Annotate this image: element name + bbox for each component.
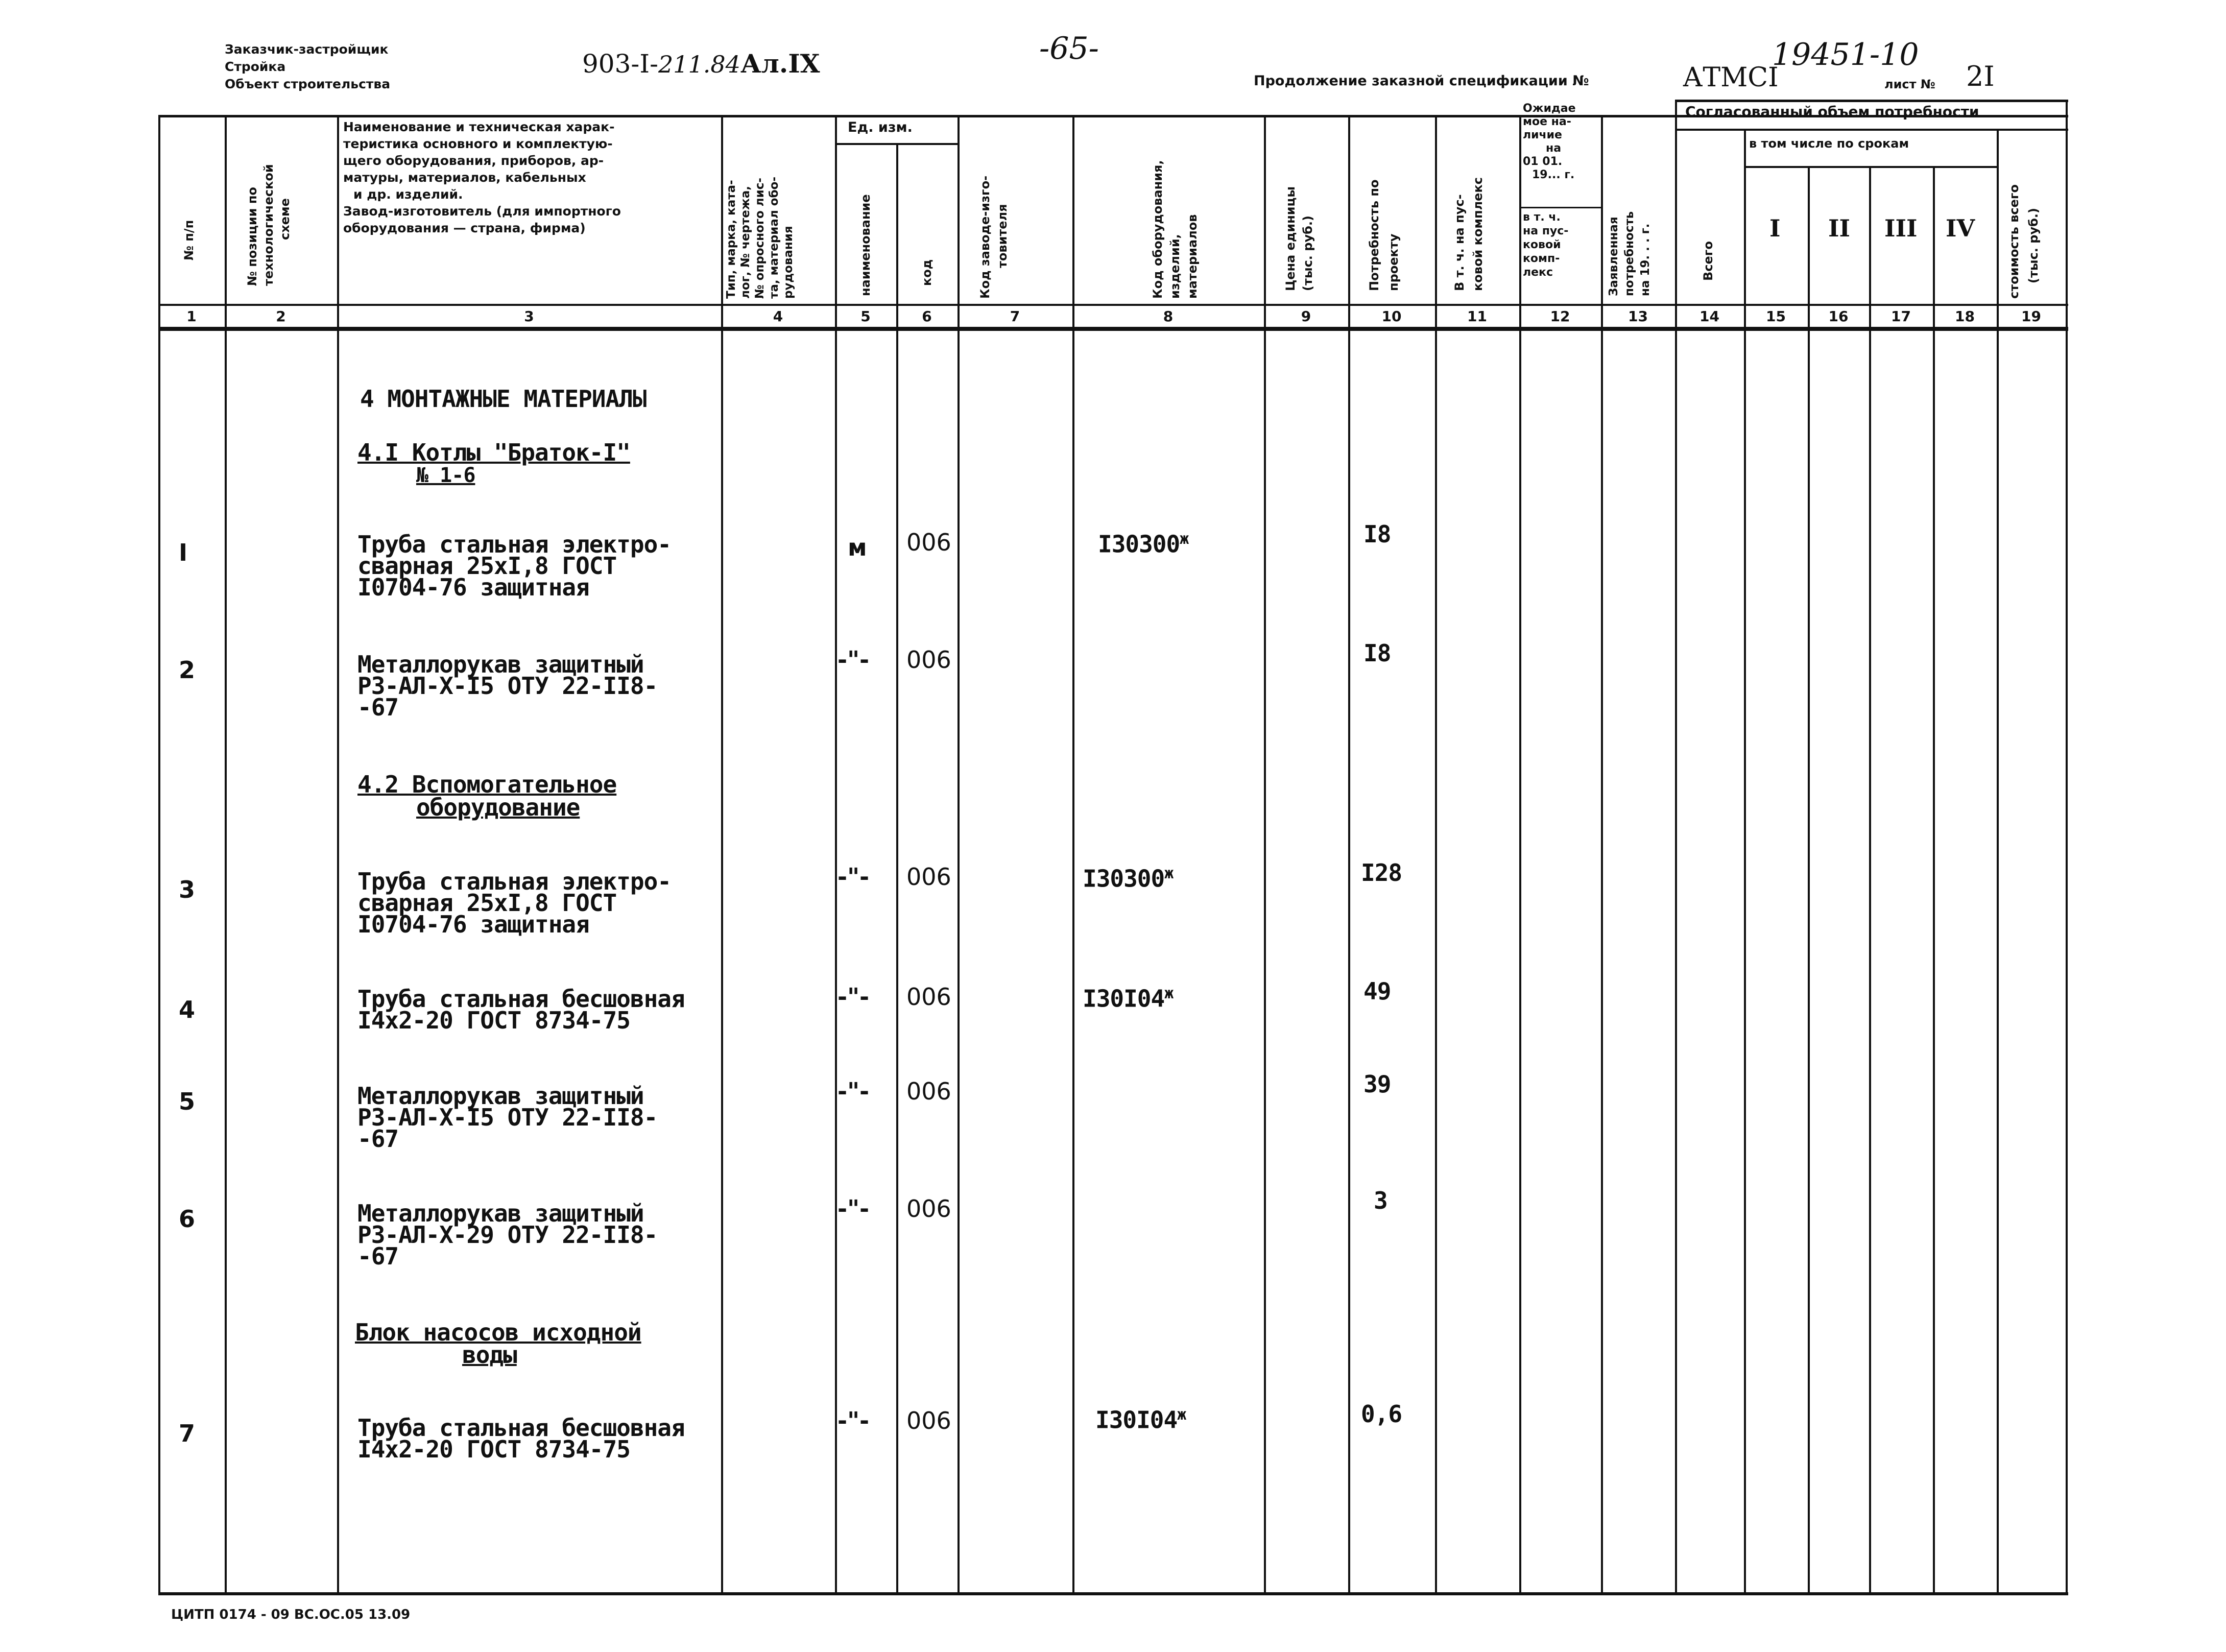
project-code-handwritten: 211.84 <box>658 51 740 78</box>
col-divider-17 <box>1933 166 1935 1595</box>
col8-line: Код оборудования, <box>1151 160 1165 299</box>
border-left <box>158 115 160 1595</box>
col13-header <box>1606 211 1654 296</box>
col6-header: код <box>920 259 934 286</box>
spec-code-handwritten: 19451-10 <box>1772 37 1919 73</box>
equipment-code-mark: ж <box>1164 985 1174 1002</box>
row-unit: -"- <box>837 1407 870 1434</box>
row-unit-code: 006 <box>906 983 951 1011</box>
col13-line: потребность <box>1623 211 1636 296</box>
col12-line: в т. ч. <box>1523 211 1561 224</box>
col10-line: проекту <box>1386 233 1401 291</box>
col12-line: 01 01. <box>1523 155 1563 168</box>
block-heading: Блок насосов исходной <box>355 1319 641 1346</box>
row-description <box>357 985 685 1034</box>
col-divider-16 <box>1869 166 1871 1595</box>
row-equipment-code <box>1083 983 1174 1013</box>
col-divider-18 <box>1997 129 1999 1595</box>
col-number: 7 <box>1010 308 1020 325</box>
col12-header-bottom <box>1523 210 1568 279</box>
col-divider-1 <box>225 115 227 1595</box>
col4-line: № опросного лис- <box>753 178 767 299</box>
row-number: 4 <box>179 996 196 1023</box>
col-divider-3 <box>721 115 723 1595</box>
col10-header <box>1365 179 1403 291</box>
col-number: 15 <box>1766 308 1786 325</box>
object-label: Объект строительства <box>225 77 391 91</box>
col12-line: комп- <box>1523 252 1560 265</box>
row-description-line: сварная 25xI,8 ГОСТ <box>357 552 617 580</box>
col-number: 18 <box>1955 308 1975 325</box>
continuation-label: Продолжение заказной спецификации № <box>1254 73 1589 89</box>
col4-line: Тип, марка, ката- <box>725 180 738 299</box>
row-description-line: РЗ-АЛ-Х-I5 ОТУ 22-II8- <box>357 672 658 700</box>
row-description-line: -67 <box>357 693 399 721</box>
row-unit: -"- <box>837 1195 870 1223</box>
col-number: 16 <box>1828 308 1849 325</box>
equipment-code-value: I30I04 <box>1095 1406 1178 1434</box>
row-description <box>357 868 671 938</box>
col-divider-7 <box>1072 115 1074 1595</box>
subsection-4-1-number: № 1-6 <box>416 464 475 487</box>
row-unit: -"- <box>837 863 870 891</box>
row-unit: -"- <box>837 1078 870 1105</box>
table-bottom-border <box>158 1592 2068 1595</box>
row-unit: -"- <box>837 983 870 1011</box>
row-description-line: РЗ-АЛ-Х-I5 ОТУ 22-II8- <box>357 1104 658 1131</box>
row-need: I28 <box>1361 859 1402 887</box>
row-need: 3 <box>1374 1187 1387 1214</box>
row-description-line: I0704-76 защитная <box>357 911 589 938</box>
col13-line: на 19. . . г. <box>1639 223 1652 296</box>
col-number: 8 <box>1163 308 1174 325</box>
col12-line: ковой <box>1523 238 1561 251</box>
col19-line: (тыс. руб.) <box>2026 208 2041 283</box>
col3-line: матуры, материалов, кабельных <box>343 170 586 185</box>
col7-header <box>976 176 1011 299</box>
row-need: 49 <box>1363 977 1391 1005</box>
col-divider-15 <box>1808 166 1810 1595</box>
col12-line: мое на- <box>1523 115 1571 128</box>
row-description-line: Труба стальная электро- <box>357 868 671 895</box>
col2-line: технологической <box>261 164 276 286</box>
row-number: 2 <box>179 656 196 684</box>
row-need: 39 <box>1363 1070 1391 1098</box>
col18-header: IV <box>1946 214 1975 242</box>
col-divider-13 <box>1675 102 1677 1595</box>
col12-line: личие <box>1523 129 1562 141</box>
col-divider-14 <box>1744 129 1746 1595</box>
row-unit: -"- <box>837 646 870 674</box>
col10-line: Потребность по <box>1367 179 1381 291</box>
sheet-number: 2I <box>1966 60 1995 92</box>
row-need: I8 <box>1363 520 1391 548</box>
col-number: 10 <box>1381 308 1402 325</box>
col-number: 6 <box>922 308 932 325</box>
col4-line: та, материал обо- <box>768 176 781 299</box>
block-heading-continued: воды <box>462 1341 517 1369</box>
row-description-line: Металлорукав защитный <box>357 1200 644 1227</box>
col2-header <box>244 164 293 286</box>
agreed-top-border <box>1675 100 2068 102</box>
col7-line: Код заводе-изго- <box>978 175 992 299</box>
row-equipment-code <box>1083 863 1174 893</box>
equipment-code-mark: ж <box>1164 865 1174 882</box>
construction-label: Стройка <box>225 59 286 74</box>
subsection-4-2-title: оборудование <box>416 794 580 821</box>
col4-header <box>724 177 796 299</box>
row-description-line: -67 <box>357 1125 399 1153</box>
col7-line: товителя <box>995 204 1010 268</box>
col15-header: I <box>1769 214 1781 242</box>
row-description-line: I4x2-20 ГОСТ 8734-75 <box>357 1007 630 1034</box>
col3-line: теристика основного и комплектую- <box>343 136 613 151</box>
row-description-line: сварная 25xI,8 ГОСТ <box>357 889 617 917</box>
col12-line: Ожидае <box>1523 102 1576 115</box>
col1-header: № п/п <box>182 220 196 260</box>
col2-line: схеме <box>278 198 292 240</box>
section-heading: 4 МОНТАЖНЫЕ МАТЕРИАЛЫ <box>360 385 647 413</box>
row-number: 7 <box>179 1420 196 1447</box>
col8-line: материалов <box>1185 214 1200 299</box>
col11-line: ковой комплекс <box>1471 177 1485 291</box>
row-unit-code: 006 <box>906 646 951 674</box>
col-divider-12 <box>1601 115 1603 1595</box>
row-equipment-code <box>1095 1404 1186 1434</box>
header-bottom-border <box>158 304 2068 306</box>
agreed-group-divider <box>1675 129 2068 131</box>
col-number: 3 <box>524 308 534 325</box>
row-description <box>357 1414 685 1463</box>
col4-line: лог, № чертежа, <box>739 185 752 299</box>
col3-line: Наименование и техническая харак- <box>343 119 615 134</box>
col-number: 13 <box>1628 308 1648 325</box>
row-need: I8 <box>1363 639 1391 667</box>
row-number: I <box>179 539 188 566</box>
col9-line: Цена единицы <box>1283 186 1298 291</box>
row-unit-code: 006 <box>906 863 951 891</box>
by-terms-header: в том числе по срокам <box>1749 136 1909 151</box>
row-description-line: -67 <box>357 1242 399 1270</box>
col-number: 1 <box>186 308 197 325</box>
col12-line: на пус- <box>1523 225 1569 237</box>
row-equipment-code <box>1098 529 1189 558</box>
col3-line: Завод-изготовитель (для импортного <box>343 204 621 219</box>
col11-header <box>1450 177 1487 291</box>
col19-line: стоимость всего <box>2007 184 2021 299</box>
col-divider-5 <box>896 143 898 1595</box>
row-description <box>357 1082 658 1153</box>
col16-header: II <box>1828 214 1851 242</box>
unit-group-header: Ед. изм. <box>848 119 913 135</box>
col-divider-6 <box>958 115 960 1595</box>
col-divider-2 <box>337 115 339 1595</box>
row-description-line: РЗ-АЛ-Х-29 ОТУ 22-II8- <box>357 1221 658 1249</box>
col-divider-4 <box>835 115 837 1595</box>
col-divider-11 <box>1519 115 1521 1595</box>
col11-line: В т. ч. на пус- <box>1452 194 1467 291</box>
col-number: 11 <box>1467 308 1487 325</box>
col-number: 4 <box>773 308 783 325</box>
col12-line: на <box>1546 142 1562 155</box>
col-divider-8 <box>1264 115 1266 1595</box>
border-right <box>2066 102 2068 1595</box>
project-code-print: 903-I- <box>582 49 658 79</box>
col12-header-top <box>1523 102 1576 182</box>
col17-header: III <box>1884 214 1918 242</box>
row-description <box>357 651 658 721</box>
equipment-code-value: I30300 <box>1083 865 1165 893</box>
row-unit-code: 006 <box>906 1407 951 1434</box>
row-description <box>357 531 671 601</box>
col-number: 5 <box>860 308 871 325</box>
row-description-line: Металлорукав защитный <box>357 1082 644 1110</box>
col3-line: оборудования — страна, фирма) <box>343 221 586 235</box>
col3-header <box>343 118 621 236</box>
row-description-line: Труба стальная электро- <box>357 531 671 558</box>
row-unit-code: 006 <box>906 529 951 556</box>
page-number: -65- <box>1039 31 1099 66</box>
subsection-4-2-heading: 4.2 Вспомогательное <box>357 771 617 798</box>
col13-line: Заявленная <box>1607 217 1620 296</box>
col3-line: и др. изделий. <box>353 187 463 202</box>
col12-line: 19... г. <box>1532 169 1575 181</box>
col19-header <box>2004 184 2043 299</box>
row-description-line: Металлорукав защитный <box>357 651 644 678</box>
row-number: 6 <box>179 1205 196 1233</box>
col3-line: щего оборудования, приборов, ар- <box>343 153 604 168</box>
project-code <box>582 49 820 79</box>
col12-divider <box>1519 207 1601 208</box>
row-description-line: I4x2-20 ГОСТ 8734-75 <box>357 1435 630 1463</box>
row-description-line: I0704-76 защитная <box>357 573 589 601</box>
col-number: 9 <box>1301 308 1311 325</box>
sheet-label: лист № <box>1884 77 1935 91</box>
col-divider-9 <box>1348 115 1350 1595</box>
col-number: 2 <box>276 308 286 325</box>
col14-header: Всего <box>1701 241 1715 281</box>
subsection-4-1-heading: 4.I Котлы "Браток-I" <box>357 439 630 466</box>
row-description-line: Труба стальная бесшовная <box>357 1414 685 1442</box>
col-divider-10 <box>1435 115 1437 1595</box>
col-number: 14 <box>1700 308 1719 325</box>
agreed-group-header: Согласованный объем потребности <box>1685 103 1979 120</box>
col12-line: лекс <box>1523 266 1553 279</box>
project-code-album: Ал.IX <box>740 49 820 79</box>
col2-line: № позиции по <box>245 187 259 286</box>
equipment-code-value: I30300 <box>1098 530 1180 558</box>
col9-header <box>1282 186 1317 291</box>
col4-line: рудования <box>782 226 795 299</box>
col8-line: изделий, <box>1168 234 1182 299</box>
row-description-line: Труба стальная бесшовная <box>357 985 685 1013</box>
equipment-code-mark: ж <box>1180 530 1189 548</box>
col-number: 17 <box>1891 308 1911 325</box>
col-number: 12 <box>1550 308 1570 325</box>
equipment-code-mark: ж <box>1177 1406 1186 1424</box>
equipment-code-value: I30I04 <box>1083 985 1165 1013</box>
row-number: 5 <box>179 1088 196 1115</box>
col-number: 19 <box>2021 308 2041 325</box>
customer-label: Заказчик-застройщик <box>225 42 389 57</box>
row-number: 3 <box>179 876 196 903</box>
row-need: 0,6 <box>1361 1400 1402 1428</box>
row-unit-code: 006 <box>906 1078 951 1105</box>
col8-header <box>1149 160 1201 299</box>
row-description <box>357 1200 658 1270</box>
column-numbers-border <box>158 327 2068 331</box>
spec-code: АТМСI <box>1683 62 1779 93</box>
footer-stamp: ЦИТП 0174 - 09 ВС.ОС.05 13.09 <box>171 1607 411 1622</box>
row-unit: м <box>848 534 867 561</box>
col5-header: наименование <box>858 194 873 296</box>
row-unit-code: 006 <box>906 1195 951 1223</box>
col9-line: (тыс. руб.) <box>1301 216 1315 291</box>
